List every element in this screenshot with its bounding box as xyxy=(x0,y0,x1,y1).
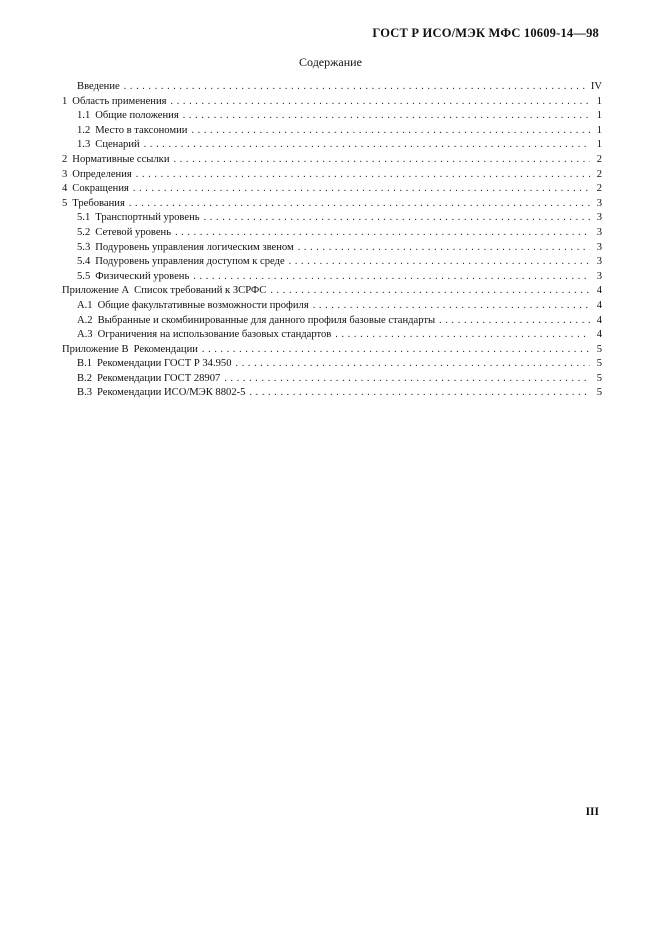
toc-entry-number: А.3 xyxy=(77,329,93,341)
toc-entry-label: Ограничения на использование базовых стандартов xyxy=(97,329,332,341)
toc-entry-number: В.1 xyxy=(77,358,93,370)
page-number: III xyxy=(585,806,599,818)
toc-entry xyxy=(62,153,602,168)
toc-entry xyxy=(62,357,602,372)
toc-entry-page: 3 xyxy=(596,270,602,282)
toc-entry-page: 1 xyxy=(596,139,602,151)
toc-entry-number: 1.2 xyxy=(77,124,91,136)
toc-entry-label: Выбранные и скомбинированные для данного профиля базовые стандарты xyxy=(97,314,436,326)
toc-entry-page: 2 xyxy=(596,183,602,195)
toc-entry-number: А.2 xyxy=(77,314,93,326)
toc-entry xyxy=(62,95,602,110)
toc-entry-label: Сетевой уровень xyxy=(95,226,172,238)
dot-leader xyxy=(298,241,590,256)
toc-entry-number: 2 xyxy=(62,153,68,165)
toc-entry xyxy=(62,386,602,401)
toc-entry xyxy=(62,299,602,314)
toc-entry-number: Приложение А xyxy=(62,285,130,297)
dot-leader xyxy=(133,182,590,197)
toc-entry-number: 1.1 xyxy=(77,110,91,122)
dot-leader xyxy=(144,138,590,153)
toc-entry-page: 5 xyxy=(596,343,602,355)
toc-entry-page: IV xyxy=(590,81,602,92)
toc-entry-number: 5.1 xyxy=(77,212,91,224)
dot-leader xyxy=(129,197,590,212)
toc-entry-number: Приложение В xyxy=(62,343,129,355)
toc-entry-page: 5 xyxy=(596,372,602,384)
dot-leader xyxy=(174,153,590,168)
toc-entry-number: 1 xyxy=(62,95,68,107)
dot-leader xyxy=(136,168,590,183)
toc-entry-label: Общие положения xyxy=(95,110,179,122)
dot-leader xyxy=(193,270,590,285)
toc-entry-label: Введение xyxy=(77,81,120,92)
toc-entry-label: Сценарий xyxy=(95,139,140,151)
toc-entry xyxy=(62,343,602,358)
toc-entry-label: Область применения xyxy=(72,95,167,107)
toc-entry-label: Рекомендации xyxy=(133,343,198,355)
toc-entry-page: 4 xyxy=(596,285,602,297)
toc-entry-page: 5 xyxy=(596,358,602,370)
toc-entry xyxy=(62,270,602,285)
toc-entry-label: Транспортный уровень xyxy=(95,212,200,224)
toc-entry-page: 4 xyxy=(596,329,602,341)
toc-entry-number: 1.3 xyxy=(77,139,91,151)
toc-entry-page: 1 xyxy=(596,124,602,136)
dot-leader xyxy=(270,284,590,299)
toc-entry-number: 5.5 xyxy=(77,270,91,282)
dot-leader xyxy=(224,372,590,387)
dot-leader xyxy=(183,109,590,124)
toc-entry xyxy=(62,255,602,270)
toc-entry-number: 4 xyxy=(62,183,68,195)
toc-entry-number: В.3 xyxy=(77,387,93,399)
document-header: ГОСТ Р ИСО/МЭК МФС 10609-14—98 xyxy=(372,26,599,40)
toc-entry-number: 5.4 xyxy=(77,256,91,268)
toc-entry-page: 3 xyxy=(596,212,602,224)
toc-entry-label: Требования xyxy=(72,197,125,209)
toc-entry-page: 4 xyxy=(596,314,602,326)
toc-entry-label: Физический уровень xyxy=(95,270,190,282)
toc-entry-label: Место в таксономии xyxy=(95,124,188,136)
toc-entry xyxy=(62,372,602,387)
dot-leader xyxy=(202,343,590,358)
toc-entry-page: 3 xyxy=(596,226,602,238)
toc-entry xyxy=(62,182,602,197)
toc-entry xyxy=(62,226,602,241)
toc-entry xyxy=(62,124,602,139)
toc-entry-number: 5.2 xyxy=(77,226,91,238)
toc-entry-label: Рекомендации ИСО/МЭК 8802-5 xyxy=(97,387,246,399)
toc-title: Содержание xyxy=(299,55,362,69)
toc-entry-label: Нормативные ссылки xyxy=(72,153,170,165)
toc-entry xyxy=(62,197,602,212)
toc-entry-page: 2 xyxy=(596,168,602,180)
toc-entry-number: 5.3 xyxy=(77,241,91,253)
dot-leader xyxy=(236,357,591,372)
table-of-contents xyxy=(62,80,602,401)
toc-entry-number: В.2 xyxy=(77,372,93,384)
toc-entry-label: Определения xyxy=(72,168,132,180)
toc-entry-page: 4 xyxy=(596,299,602,311)
toc-entry-page: 3 xyxy=(596,256,602,268)
toc-entry-page: 1 xyxy=(596,95,602,107)
dot-leader xyxy=(313,299,590,314)
dot-leader xyxy=(249,386,590,401)
toc-entry-label: Рекомендации ГОСТ Р 34.950 xyxy=(97,358,232,370)
toc-entry-page: 5 xyxy=(596,387,602,399)
toc-entry-number: 3 xyxy=(62,168,68,180)
toc-entry xyxy=(62,328,602,343)
toc-entry xyxy=(62,80,602,95)
toc-entry-page: 1 xyxy=(596,110,602,122)
toc-entry xyxy=(62,241,602,256)
toc-entry-number: А.1 xyxy=(77,299,93,311)
toc-entry xyxy=(62,284,602,299)
toc-entry-label: Список требований к ЗСРФС xyxy=(134,285,267,297)
dot-leader xyxy=(204,211,590,226)
toc-entry xyxy=(62,314,602,329)
toc-entry-page: 3 xyxy=(596,197,602,209)
toc-entry-page: 2 xyxy=(596,153,602,165)
toc-entry-number: 5 xyxy=(62,197,68,209)
toc-entry xyxy=(62,211,602,226)
toc-entry-page: 3 xyxy=(596,241,602,253)
toc-entry-label: Подуровень управления доступом к среде xyxy=(95,256,285,268)
dot-leader xyxy=(191,124,590,139)
toc-entry-label: Общие факультативные возможности профиля xyxy=(97,299,309,311)
dot-leader xyxy=(439,314,590,329)
dot-leader xyxy=(124,80,587,95)
dot-leader xyxy=(171,95,591,110)
toc-entry-label: Рекомендации ГОСТ 28907 xyxy=(97,372,221,384)
toc-entry xyxy=(62,109,602,124)
toc-entry-label: Сокращения xyxy=(72,183,129,195)
dot-leader xyxy=(175,226,590,241)
toc-entry xyxy=(62,168,602,183)
dot-leader xyxy=(289,255,590,270)
toc-entry-label: Подуровень управления логическим звеном xyxy=(95,241,294,253)
dot-leader xyxy=(335,328,590,343)
toc-entry xyxy=(62,138,602,153)
